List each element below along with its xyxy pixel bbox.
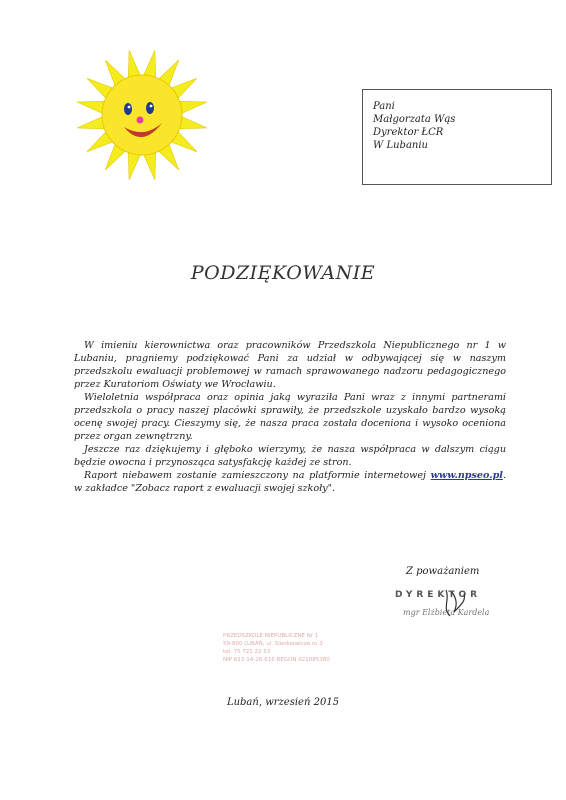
website-link[interactable]: www.npseo.pl [430, 470, 503, 481]
body-paragraph-1: W imieniu kierownictwa oraz pracowników Przedszkola Niepublicznego nr 1 w Lubaniu, pragniemy podziękować Pani za udział w odbywającej się w naszym przedszkolu ewaluacji problemowej w ramach sprawowanego nadzoru pedagogicznego przez Kuratoriom Oświaty we Wrocławiu. [74, 340, 506, 390]
sun-logo-icon [72, 45, 212, 185]
recipient-address-box [362, 89, 552, 185]
document-title: PODZIĘKOWANIE [190, 262, 376, 284]
signature-role: DYREKTOR [395, 590, 482, 600]
paragraph-4-tail: . w zakładce "Zobacz raport z ewaluacji swojej szkoły". [74, 470, 506, 494]
recipient-line-2: Małgorzata Wąs [373, 114, 456, 125]
institution-stamp [223, 632, 343, 676]
body-paragraph-3: Jeszcze raz dziękujemy i głęboko wierzymy, że nasza współpraca w dalszym ciągu będzie owocna i przynosząca satysfakcję każdej ze stron. [74, 444, 506, 468]
stamp-line-2: 59-800 LUBAŃ, ul. Sienkiewicza nr 3 [223, 641, 323, 647]
signature-name: mgr Elżbieta Kardela [403, 608, 490, 617]
recipient-line-1: Pani [373, 101, 395, 112]
stamp-line-1: PRZEDSZKOLE NIEPUBLICZNE Nr 1 [223, 633, 319, 639]
handwritten-signature [406, 586, 506, 624]
stamp-line-3: tel. 75 721 22 53 [223, 649, 271, 655]
paragraph-4-text: Raport niebawem zostanie zamieszczony na platformie internetowej [84, 470, 427, 481]
letter-body [74, 339, 506, 495]
recipient-line-4: W Lubaniu [373, 140, 428, 151]
body-paragraph-2: Wieloletnia współpraca oraz opinia jaką wyraziła Pani wraz z innymi partnerami przedszkola o pracy naszej placówki sprawiły, że przedszkole uzyskało bardzo wysoką ocenę swojej pracy. Cieszymy się, że nasza praca została doceniona i wysoko oceniona przez organ zewnętrzny. [74, 392, 506, 442]
recipient-line-3: Dyrektor ŁCR [373, 127, 444, 138]
body-paragraph-4 [74, 469, 506, 495]
stamp-line-4: NIP 613-14-26-616 REGON 021085380 [223, 657, 330, 663]
place-and-date: Lubań, wrzesień 2015 [226, 697, 340, 708]
closing-salutation: Z poważaniem [406, 566, 480, 577]
